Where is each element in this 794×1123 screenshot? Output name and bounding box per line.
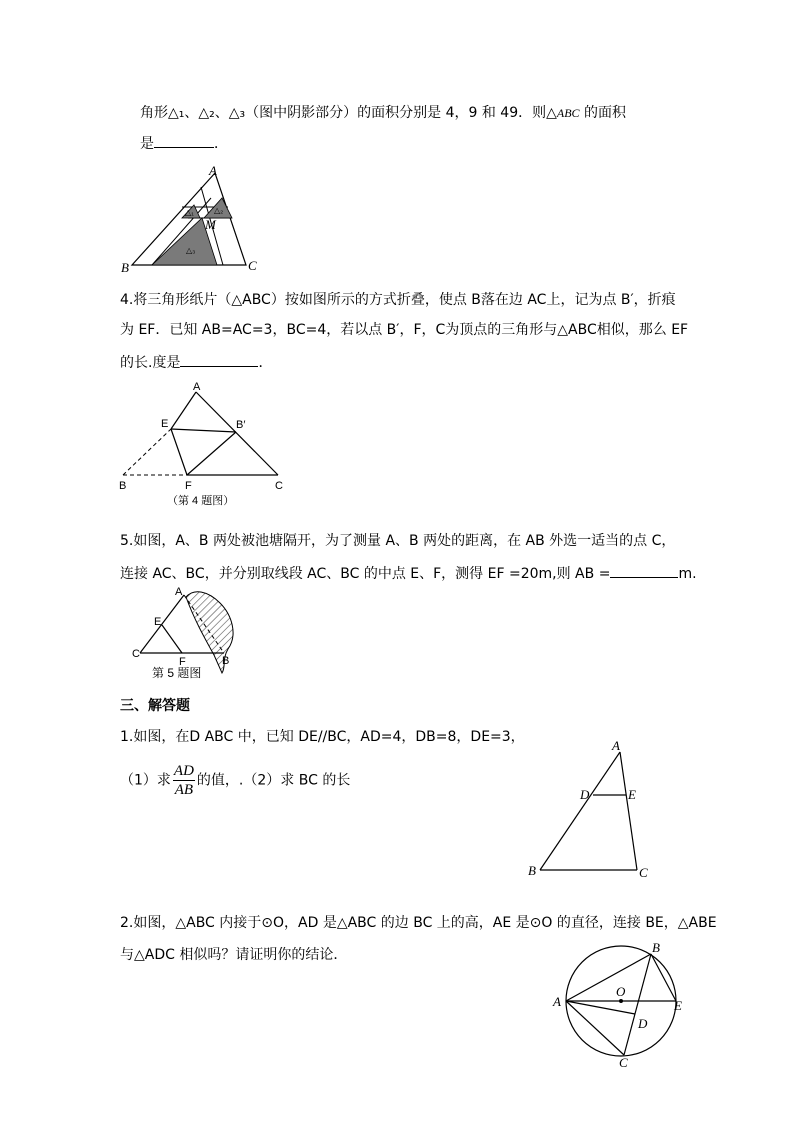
q5-label-c: C <box>132 648 140 660</box>
q3-figure <box>118 165 268 277</box>
q4-figure <box>115 380 300 510</box>
q4-line <box>171 392 196 429</box>
q3-label-m: M <box>205 217 216 232</box>
q3-label-c: C <box>248 258 257 273</box>
q3-label-b: B <box>121 260 129 275</box>
q4-line <box>187 432 236 475</box>
q4-dashed-be <box>123 429 171 475</box>
q4-line <box>171 429 236 432</box>
answer-blank[interactable] <box>154 133 214 148</box>
q4-text-line3: 的长.度是 ． <box>120 352 272 373</box>
q3-label-a: A <box>209 165 217 178</box>
p1-figure <box>520 738 660 883</box>
p1-fraction: $\frac{AD}{AB}$ <box>173 763 194 798</box>
q4-label-f: F <box>185 480 192 492</box>
p2-altitude-ad <box>566 1001 635 1014</box>
q5-caption: 第 5 题图 <box>152 666 202 680</box>
p1-line-ac <box>620 752 637 870</box>
p2-text-line2: 与△ADC 相似吗？请证明你的结论． <box>120 947 348 963</box>
p2-label-d: D <box>638 1016 648 1031</box>
q4-line <box>196 392 278 475</box>
q5-label-a: A <box>175 586 183 598</box>
p1-label-c: C <box>639 865 648 880</box>
q3-text-line1: 角形△₁、△₂、△₃（图中阴影部分）的面积分别是 4，9 和 49．则△ABC 的面积 <box>140 105 627 121</box>
p1-line-ab <box>540 752 620 870</box>
p2-label-e: E <box>674 998 682 1013</box>
q5-line-ef <box>162 625 182 653</box>
p1-text-line2: （1）求 $\frac{AD}{AB}$ 的值，.（2）求 BC 的长 <box>120 763 351 798</box>
q4-label-b: B <box>119 480 127 492</box>
answer-blank[interactable] <box>180 352 258 367</box>
p1-label-d: D <box>580 787 590 802</box>
p2-line-ac <box>566 1001 624 1055</box>
p2-center-dot <box>619 999 623 1003</box>
p2-label-a: A <box>553 994 561 1009</box>
q4-text-line2: 为 EF．已知 AB=AC=3，BC=4，若以点 B′，F，C为顶点的三角形与△ABC相似，那么 EF <box>120 322 689 338</box>
q5-label-b: B <box>222 655 230 667</box>
q4-label-a: A <box>193 381 201 393</box>
p1-text-line1: 1.如图，在D ABC 中，已知 DE//BC，AD=4，DB=8，DE=3， <box>120 729 525 745</box>
q5-text-line2: 连接 AC、BC，并分别取线段 AC、BC 的中点 E、F，测得 EF =20m,则 AB = m. <box>120 563 697 584</box>
q4-label-c: C <box>275 480 283 492</box>
p1-label-e: E <box>628 787 636 802</box>
section-title: 三、解答题 <box>120 698 190 714</box>
p2-label-b: B <box>652 940 660 955</box>
p1-label-b: B <box>528 863 536 878</box>
q3-label-t2: △₂ <box>214 206 224 215</box>
q3-label-t3: △₃ <box>186 246 196 255</box>
q5-figure <box>128 585 248 683</box>
q5-text-line1: 5.如图，A、B 两处被池塘隔开，为了测量 A、B 两处的距离，在 AB 外选一适当的点 C， <box>120 533 676 549</box>
q4-caption: （第 4 题图） <box>167 495 235 507</box>
p2-line-be <box>651 954 676 1001</box>
p2-line-ab <box>566 954 651 1001</box>
p2-figure <box>545 940 695 1070</box>
q3-label-t1: △₁ <box>185 208 194 217</box>
q4-label-bp: B′ <box>236 419 246 431</box>
q5-line-ac <box>140 595 184 653</box>
q4-fold-ef <box>171 429 187 475</box>
q5-label-f: F <box>179 656 186 668</box>
p1-label-a: A <box>612 738 620 753</box>
p2-text-line1: 2.如图，△ABC 内接于⊙O，AD 是△ABC 的边 BC 上的高，AE 是⊙O 的直径，连接 BE，△ABE <box>120 915 717 931</box>
p2-line-bc <box>624 954 651 1055</box>
q3-text-line2: 是 ． <box>140 133 228 154</box>
q4-label-e: E <box>161 418 169 430</box>
p2-label-o: O <box>616 984 626 999</box>
q4-text-line1: 4.将三角形纸片（△ABC）按如图所示的方式折叠，使点 B落在边 AC上，记为点 B′，折痕 <box>120 292 676 308</box>
answer-blank[interactable] <box>610 563 678 578</box>
p2-label-c: C <box>619 1055 628 1070</box>
q5-label-e: E <box>154 616 162 628</box>
